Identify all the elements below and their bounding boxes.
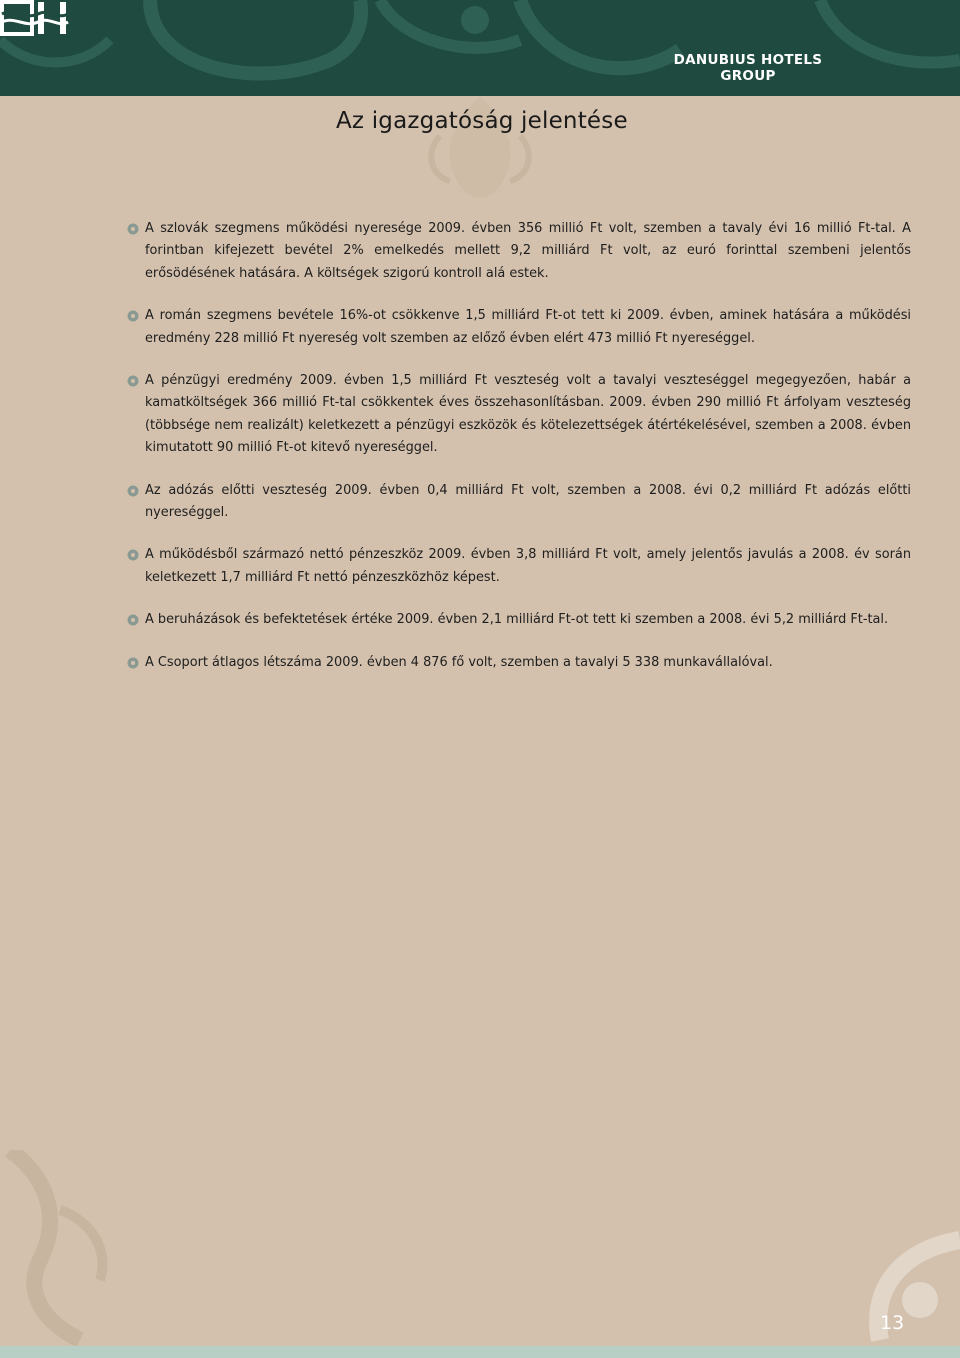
flower-bullet-icon — [127, 657, 139, 669]
footer-bar — [0, 1346, 960, 1358]
paragraph-romanian-segment — [127, 305, 911, 350]
paragraph-text: A szlovák szegmens működési nyeresége 2009. évben 356 millió Ft volt, szemben a tavaly évi 16 millió Ft-tal. A forintban kifejezett bevétel 2% emelkedés mellett 9,2 milliárd Ft volt, az euró forinttal szembeni jelentős erősödésének hatására. A költségek szigorú kontroll alá estek. — [145, 221, 911, 281]
paragraph-text: A román szegmens bevétele 16%-ot csökkenve 1,5 milliárd Ft-ot tett ki 2009. évben, aminek hatására a működési eredmény 228 millió Ft nyereség volt szemben az előző évben elért 473 millió Ft nyereséggel. — [145, 308, 911, 346]
paragraph-pretax-loss — [127, 480, 911, 525]
flower-bullet-icon — [127, 549, 139, 561]
page-title: Az igazgatóság jelentése — [336, 108, 628, 134]
paragraph-investments — [127, 609, 911, 631]
flower-bullet-icon — [127, 375, 139, 387]
paragraph-text: Az adózás előtti veszteség 2009. évben 0,4 milliárd Ft volt, szemben a 2008. évi 0,2 milliárd Ft adózás előtti nyereséggel. — [145, 482, 911, 521]
paragraph-operating-cash — [127, 544, 911, 589]
paragraph-slovak-segment — [127, 218, 911, 285]
decorative-ornament-icon — [840, 1230, 960, 1358]
paragraph-headcount — [127, 652, 911, 674]
page-number: 13 — [880, 1312, 905, 1334]
flower-bullet-icon — [127, 310, 139, 322]
flower-bullet-icon — [127, 223, 139, 235]
paragraph-text: A Csoport átlagos létszáma 2009. évben 4 876 fő volt, szemben a tavalyi 5 338 munkavállalóval. — [145, 654, 773, 670]
paragraph-financial-result — [127, 370, 911, 460]
paragraph-text: A működésből származó nettó pénzeszköz 2009. évben 3,8 milliárd Ft volt, amely jelentős javulás a 2008. év során keletkezett 1,7 milliárd Ft nettó pénzeszközhöz képest. — [145, 547, 911, 585]
report-body — [127, 218, 911, 694]
flower-bullet-icon — [127, 485, 139, 497]
decorative-ornament-icon — [0, 1150, 130, 1350]
logo-line2: GROUP — [720, 68, 776, 84]
logo-wordmark — [648, 52, 848, 84]
danubius-logo-icon — [0, 0, 70, 36]
paragraph-text: A beruházások és befektetések értéke 2009. évben 2,1 milliárd Ft-ot tett ki szemben a 2008. évi 5,2 milliárd Ft-tal. — [145, 612, 889, 628]
logo-line1: DANUBIUS HOTELS — [673, 52, 823, 68]
flower-bullet-icon — [127, 614, 139, 626]
paragraph-text: A pénzügyi eredmény 2009. évben 1,5 milliárd Ft veszteség volt a tavalyi veszteséggel megegyezően, habár a kamatköltségek 366 millió Ft-tal csökkentek éves összehasonlításban. 2009. évben 290 millió Ft árfolyam veszteség (többsége nem realizált) keletkezett a pénzügyi eszközök és kötelezettségek átértékelésével, szemben a 2008. évben kimutatott 90 millió Ft-ot kitevő nyereséggel. — [145, 373, 911, 456]
header-band — [0, 0, 960, 96]
